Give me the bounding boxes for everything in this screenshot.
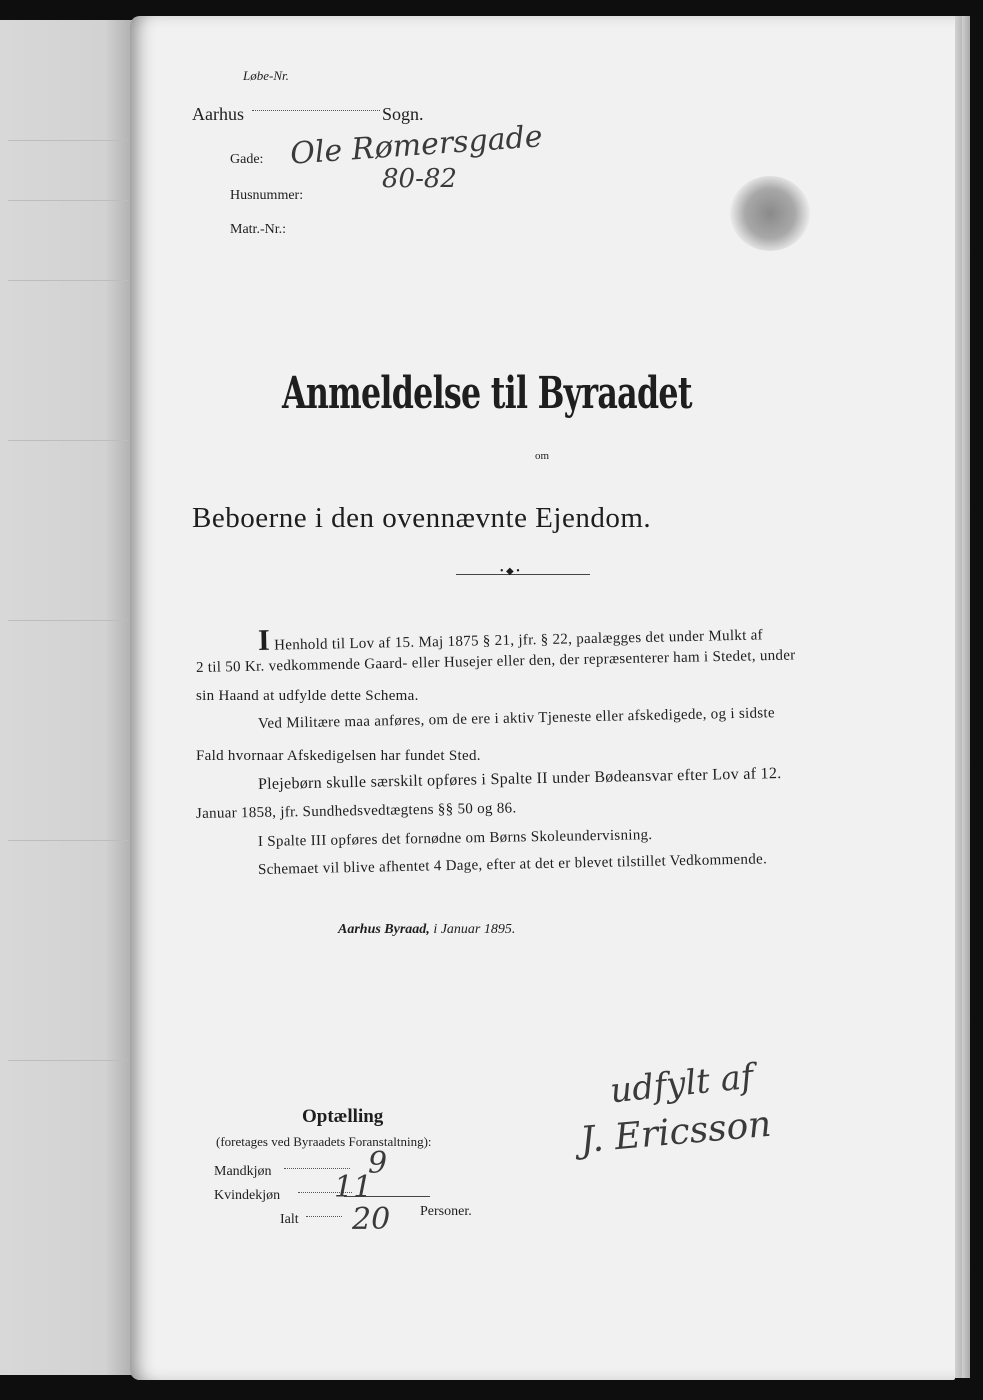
dateline-org: Aarhus Byraad, [338, 922, 430, 937]
document-page [130, 16, 955, 1380]
sogn-label: Sogn. [382, 104, 424, 124]
paragraph-5-line-1: Schemaet vil blive afhentet 4 Dage, efter at det er blevet tilstillet Vedkommende. [257, 851, 768, 878]
paragraph-2-line-1: Ved Militære maa anføres, om de ere i aktiv Tjeneste eller afskedigede, og i sidste [257, 705, 776, 732]
ornament-rule [456, 574, 590, 575]
paragraph-1-line-3: sin Haand at udfylde dette Schema. [196, 688, 419, 704]
ghost-line [8, 1060, 128, 1061]
paragraph-1-text: Henhold til Lov af 15. Maj 1875 § 21, jfr. § 22, paalægges det under Mulkt af [273, 627, 764, 654]
paragraph-4-line-1: I Spalte III opføres det fornødne om Børns Skoleundervisning. [257, 827, 653, 850]
count-heading: Optælling [302, 1106, 384, 1127]
paragraph-3-line-1: Plejebørn skulle særskilt opføres i Spalte II under Bødeansvar efter Lov af 12. [257, 765, 782, 793]
left-page [0, 20, 150, 1375]
dateline-date: i Januar 1895. [433, 922, 516, 937]
initial-letter: I [257, 623, 271, 657]
page-edge [962, 16, 970, 1378]
ghost-line [8, 200, 128, 201]
ghost-line [8, 140, 128, 141]
ornament-dots: • ◆ • [500, 566, 520, 577]
document-title: Anmeldelse til Byraadet [282, 368, 692, 419]
signature-name: J. Ericsson [578, 1103, 773, 1162]
paragraph-2-line-2: Fald hvornaar Afskedigelsen har fundet Sted. [196, 748, 481, 764]
gade-label: Gade: [230, 152, 264, 167]
loebe-nr-label: Løbe-Nr. [243, 68, 289, 83]
paragraph-1-line-2: 2 til 50 Kr. vedkommende Gaard- eller Husejer eller den, der repræsenterer ham i Stedet, under [195, 647, 796, 676]
aarhus-label: Aarhus [192, 104, 244, 124]
ialt-label: Ialt [280, 1212, 299, 1227]
dateline [338, 922, 515, 938]
husnummer-label: Husnummer: [230, 188, 304, 203]
ghost-line [8, 840, 128, 841]
kvindekjon-label: Kvindekjøn [214, 1188, 281, 1203]
ialt-dots [306, 1216, 342, 1217]
personer-label: Personer. [420, 1204, 472, 1219]
ink-stain [730, 176, 810, 251]
mandkjon-label: Mandkjøn [214, 1164, 272, 1179]
paragraph-3-line-2: Januar 1858, jfr. Sundhedsvedtægtens §§ 50 og 86. [195, 800, 517, 822]
husnummer-handwritten-value: 80-82 [382, 164, 457, 194]
mandkjon-value: 9 [368, 1146, 388, 1181]
ghost-line [8, 280, 128, 281]
ghost-line [8, 620, 128, 621]
kvindekjon-value: 11 [334, 1170, 373, 1205]
gade-handwritten-value: Ole Rømersgade [289, 119, 544, 172]
mandkjon-dots [284, 1168, 350, 1169]
count-note: (foretages ved Byraadets Foranstaltning): [216, 1134, 432, 1149]
signature-note: udfylt af [608, 1056, 756, 1112]
ialt-value: 20 [352, 1202, 391, 1237]
document-subtitle: Beboerne i den ovennævnte Ejendom. [192, 502, 652, 534]
matr-nr-label: Matr.-Nr.: [230, 222, 286, 237]
ghost-line [8, 440, 128, 441]
sogn-dotted-line [252, 110, 380, 111]
title-connector: om [535, 450, 550, 462]
